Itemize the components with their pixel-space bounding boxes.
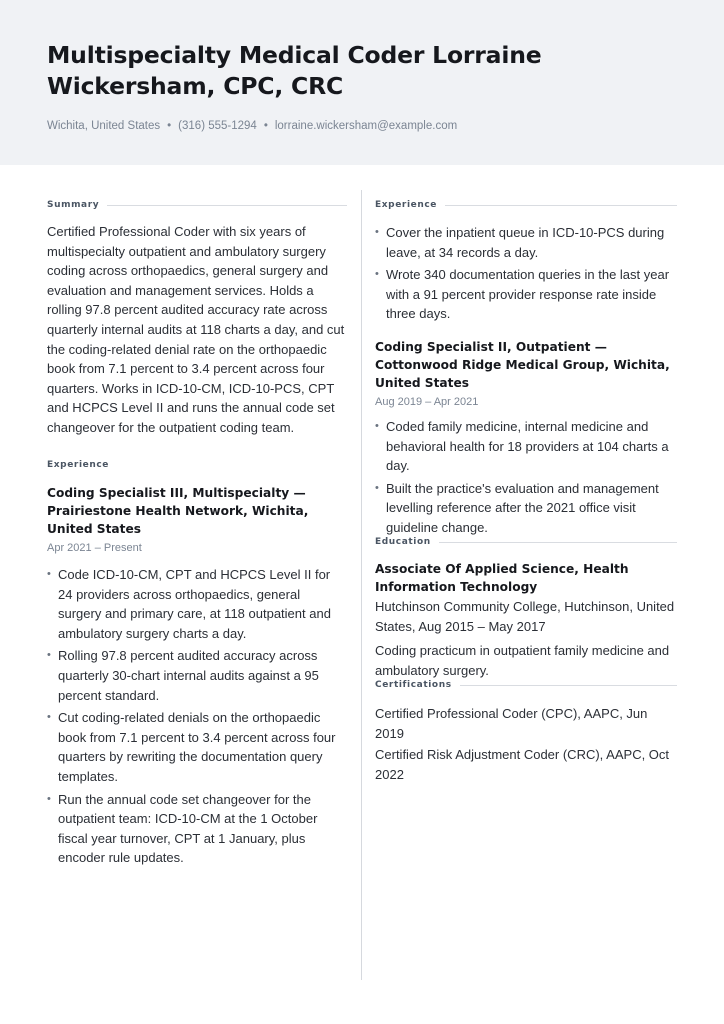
job-bullets-2: [375, 417, 677, 541]
section-rule: [107, 205, 347, 206]
list-item: • Coded family medicine, internal medicine and behavioral health for 18 providers at 104 charts a day.: [375, 417, 677, 476]
experience-continued-heading: [375, 200, 677, 210]
job-title-1: Coding Specialist III, Multispecialty — Prairiestone Health Network, Wichita, United States: [47, 486, 309, 536]
education-heading: [375, 537, 677, 547]
education-note: Coding practicum in outpatient family medicine and ambulatory surgery.: [375, 643, 670, 678]
experience-heading: [47, 460, 347, 470]
degree-title: Associate Of Applied Science, Health Information Technology: [375, 562, 629, 594]
certifications-heading-label: Certifications: [375, 680, 452, 690]
section-rule: [460, 685, 677, 686]
section-rule: [445, 205, 677, 206]
list-item: • Wrote 340 documentation queries in the last year with a 91 percent provider response rate inside three days.: [375, 265, 677, 324]
job-bullets-1-continued: [375, 223, 677, 327]
resume-header: [0, 0, 724, 165]
list-item: • Cover the inpatient queue in ICD-10-PCS during leave, at 34 records a day.: [375, 223, 677, 262]
list-item: • Cut coding-related denials on the orthopaedic book from 7.1 percent to 3.4 percent across four quarters by rewriting the documentation query templates.: [47, 708, 347, 786]
list-item: • Built the practice's evaluation and management levelling reference after the 2021 office visit guideline change.: [375, 479, 677, 538]
summary-text: Certified Professional Coder with six years of multispecialty outpatient and ambulatory surgery coding across orthopaedics, general surgery and evaluation and management services. Holds a rolling 97.8 percent audited accuracy rate across quarterly internal audits at 118 charts a day, and cut the coding-related denial rate on the orthopaedic book from 7.1 percent to 3.4 percent across four quarters. Works in ICD-10-CM, ICD-10-PCS, CPT and HCPCS Level II and runs the annual code set changeover for the outpatient coding team.: [47, 224, 345, 435]
education-heading-label: Education: [375, 537, 431, 547]
experience-heading-label: Experience: [47, 460, 109, 470]
job-bullets-1: [47, 565, 347, 871]
experience-continued-label: Experience: [375, 200, 437, 210]
contact-phone: (316) 555-1294: [178, 120, 257, 132]
summary-heading-label: Summary: [47, 200, 100, 210]
certification-item-1: Certified Professional Coder (CPC), AAPC, Jun 2019: [375, 706, 648, 741]
school-line: Hutchinson Community College, Hutchinson, United States, Aug 2015 – May 2017: [375, 599, 675, 634]
section-rule: [439, 542, 677, 543]
candidate-name: Multispecialty Medical Coder Lorraine Wickersham, CPC, CRC: [47, 41, 542, 100]
summary-heading: [47, 200, 347, 210]
list-item: • Code ICD-10-CM, CPT and HCPCS Level II for 24 providers across orthopaedics, general surgery and primary care, at 118 outpatient and ambulatory surgery charts a day.: [47, 565, 347, 643]
contact-separator: •: [263, 120, 268, 132]
column-divider: [361, 190, 362, 980]
list-item: • Run the annual code set changeover for the outpatient team: ICD-10-CM at the 1 October fiscal year turnover, CPT at 1 January, plus encoder rule updates.: [47, 790, 347, 868]
contact-email: lorraine.wickersham@example.com: [274, 120, 458, 132]
job-dates-2: Aug 2019 – Apr 2021: [375, 396, 479, 408]
contact-line: [47, 120, 457, 132]
list-item: • Rolling 97.8 percent audited accuracy across quarterly 30-chart internal audits against a 95 percent standard.: [47, 646, 347, 705]
contact-separator: •: [167, 120, 172, 132]
certification-item-2: Certified Risk Adjustment Coder (CRC), AAPC, Oct 2022: [375, 747, 670, 782]
certifications-heading: [375, 680, 677, 690]
contact-location: Wichita, United States: [47, 120, 161, 132]
job-title-2: Coding Specialist II, Outpatient — Cottonwood Ridge Medical Group, Wichita, United States: [375, 340, 670, 390]
job-dates-1: Apr 2021 – Present: [47, 542, 142, 554]
